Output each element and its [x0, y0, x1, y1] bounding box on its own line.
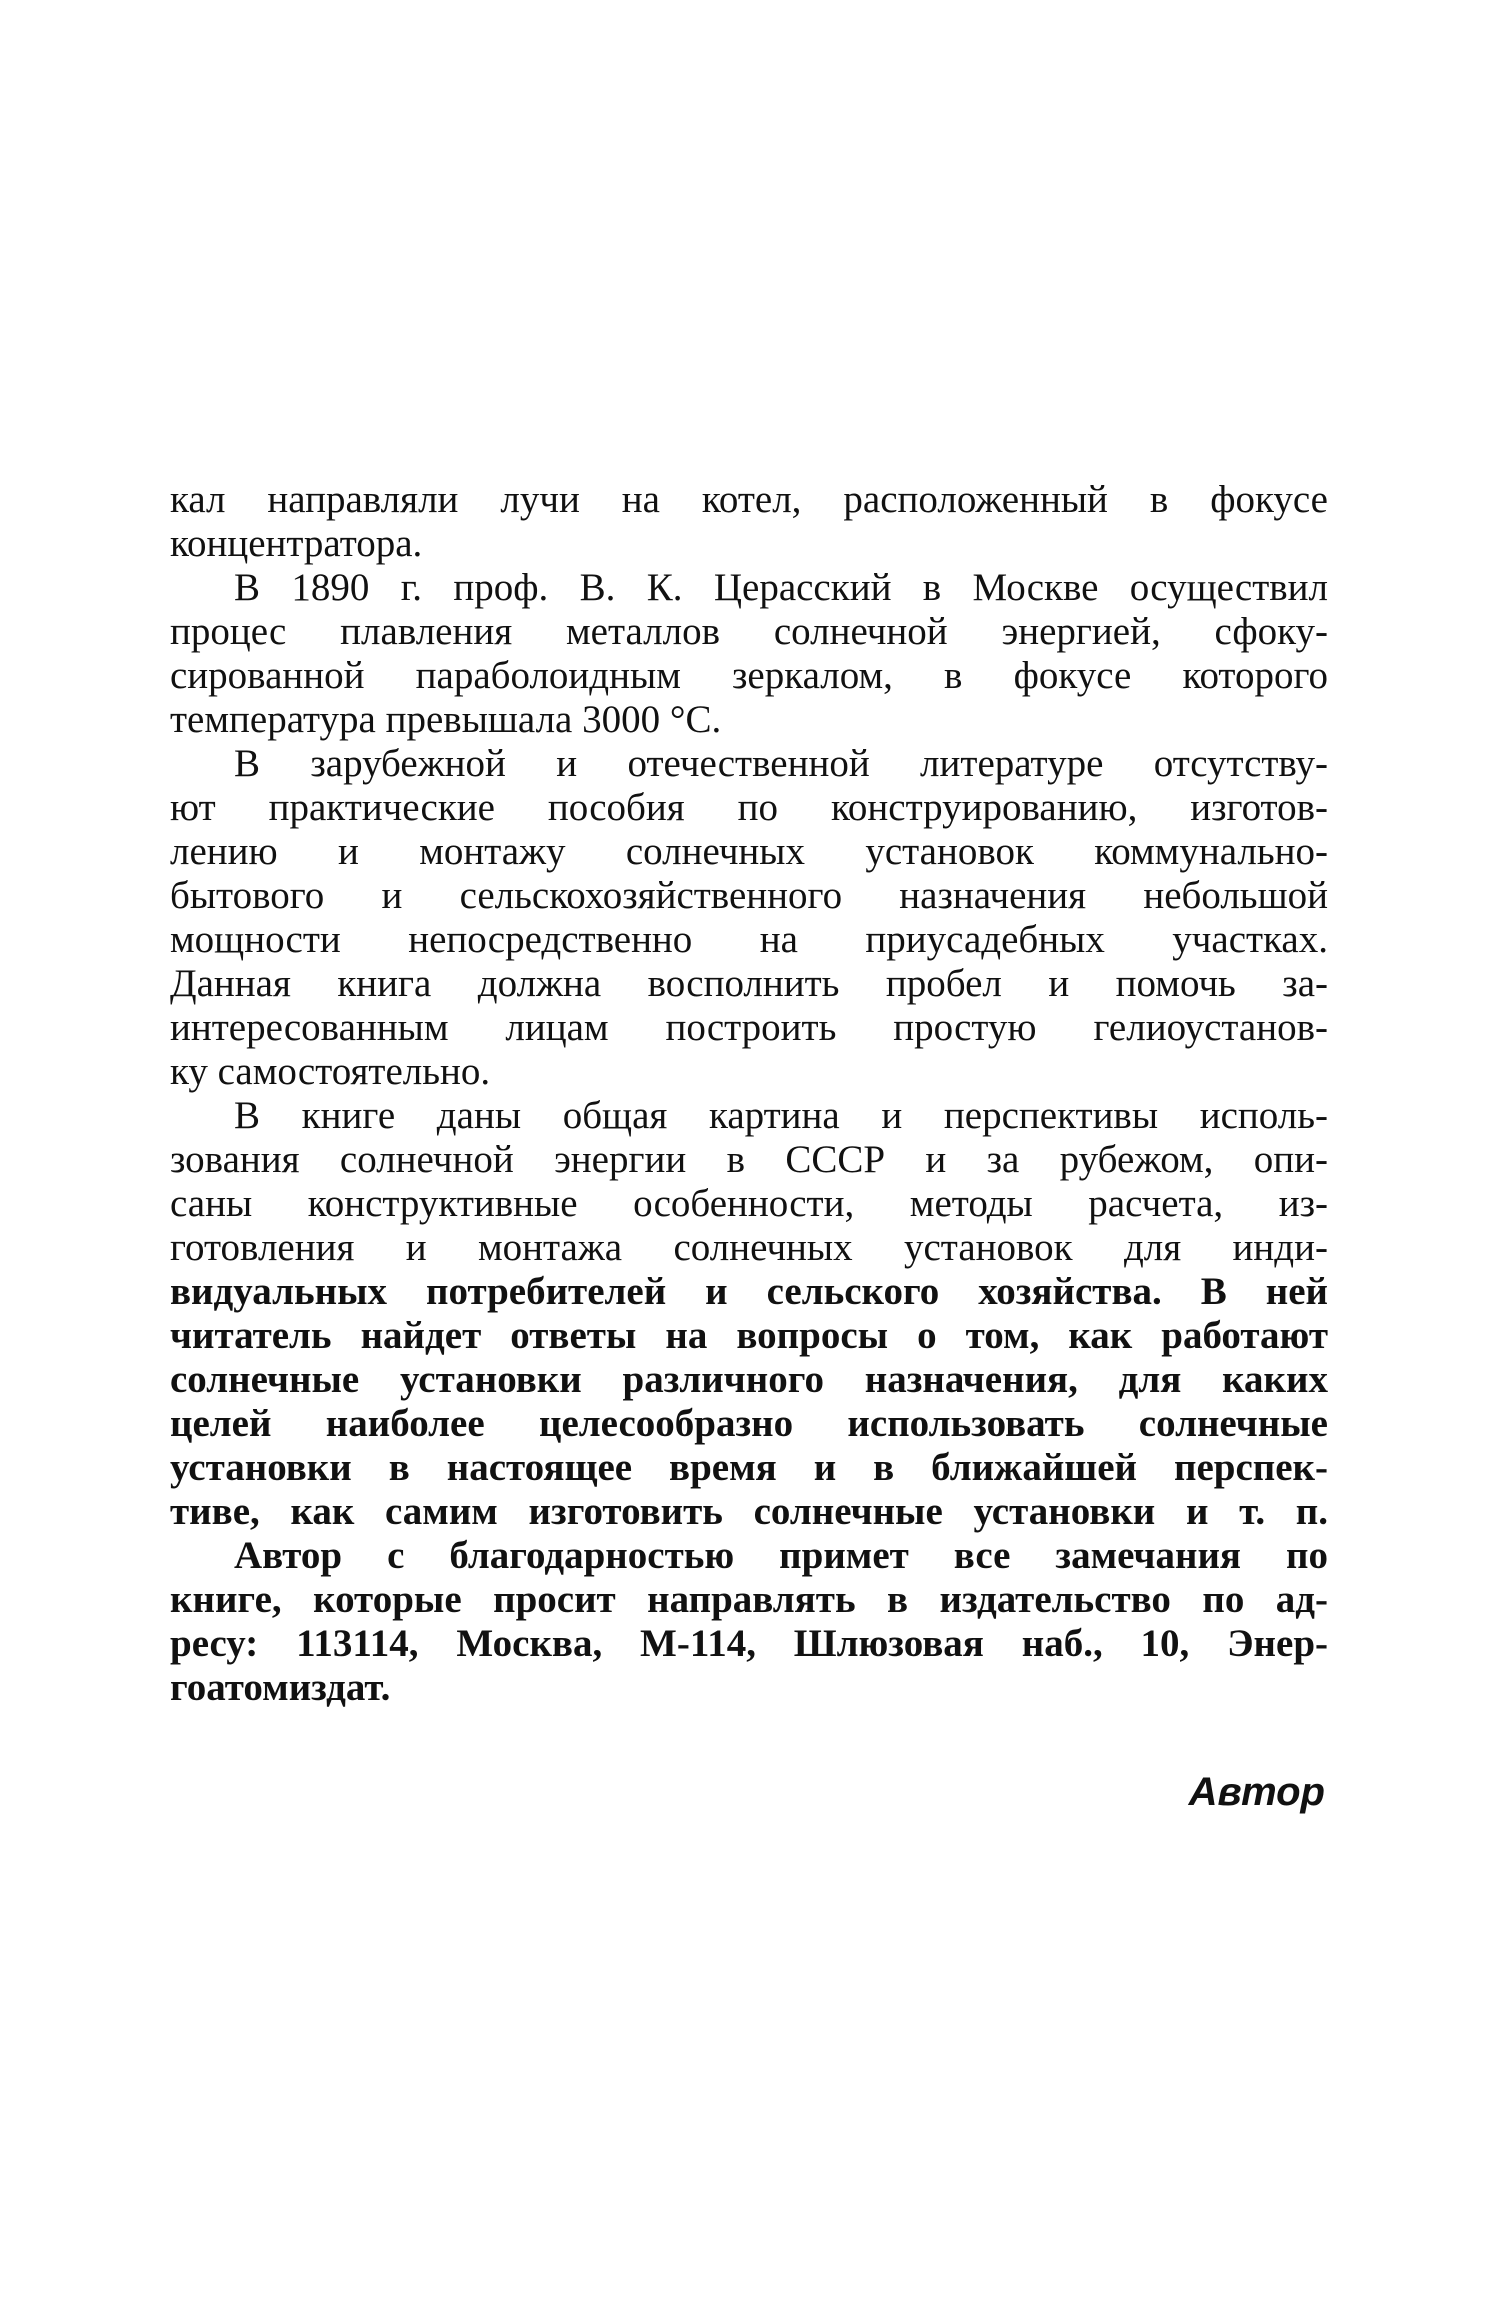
text-line: В книге даны общая картина и перспективы исполь-: [234, 1094, 1328, 1137]
text-line: процес плавления металлов солнечной энергией, сфоку-: [170, 610, 1328, 653]
text-line: концентратора.: [170, 522, 423, 565]
paragraph-3: [170, 742, 1328, 1094]
text-line: В 1890 г. проф. В. К. Церасский в Москве осуществил: [234, 566, 1328, 609]
paragraph-1: [170, 478, 1328, 566]
text-line: готовления и монтажа солнечных установок для инди-: [170, 1226, 1328, 1269]
body-text: [170, 478, 1328, 1710]
text-line: температура превышала 3000 °С.: [170, 698, 722, 741]
text-line: сированной параболоидным зеркалом, в фокусе которого: [170, 654, 1328, 697]
text-line: саны конструктивные особенности, методы расчета, из-: [170, 1182, 1328, 1225]
text-line: мощности непосредственно на приусадебных участках.: [170, 918, 1328, 961]
paragraph-4: [170, 1094, 1328, 1534]
paragraph-5: [170, 1534, 1328, 1710]
text-line: В зарубежной и отечественной литературе отсутству-: [234, 742, 1328, 785]
text-line: Данная книга должна восполнить пробел и помочь за-: [170, 962, 1328, 1005]
text-line: зования солнечной энергии в СССР и за рубежом, опи-: [170, 1138, 1328, 1181]
text-line: Автор с благодарностью примет все замечания по: [234, 1534, 1328, 1577]
text-line: лению и монтажу солнечных установок коммунально-: [170, 830, 1328, 873]
text-line: установки в настоящее время и в ближайшей перспек-: [170, 1446, 1328, 1489]
text-line: тиве, как самим изготовить солнечные установки и т. п.: [170, 1490, 1328, 1533]
text-line: бытового и сельскохозяйственного назначения небольшой: [170, 874, 1328, 917]
text-line: интересованным лицам построить простую гелиоустанов-: [170, 1006, 1328, 1049]
author-signature: Автор: [1188, 1770, 1325, 1814]
text-line: солнечные установки различного назначения, для каких: [170, 1358, 1328, 1401]
text-line: ку самостоятельно.: [170, 1050, 491, 1093]
text-line: гоатомиздат.: [170, 1666, 391, 1709]
text-line: ют практические пособия по конструированию, изготов-: [170, 786, 1328, 829]
text-line: ресу: 113114, Москва, М-114, Шлюзовая наб., 10, Энер-: [170, 1622, 1328, 1665]
text-line: читатель найдет ответы на вопросы о том, как работают: [170, 1314, 1328, 1357]
text-line: книге, которые просит направлять в издательство по ад-: [170, 1578, 1328, 1621]
text-line: видуальных потребителей и сельского хозяйства. В ней: [170, 1270, 1328, 1313]
text-line: кал направляли лучи на котел, расположенный в фокусе: [170, 478, 1328, 521]
text-line: целей наиболее целесообразно использовать солнечные: [170, 1402, 1328, 1445]
paragraph-2: [170, 566, 1328, 742]
